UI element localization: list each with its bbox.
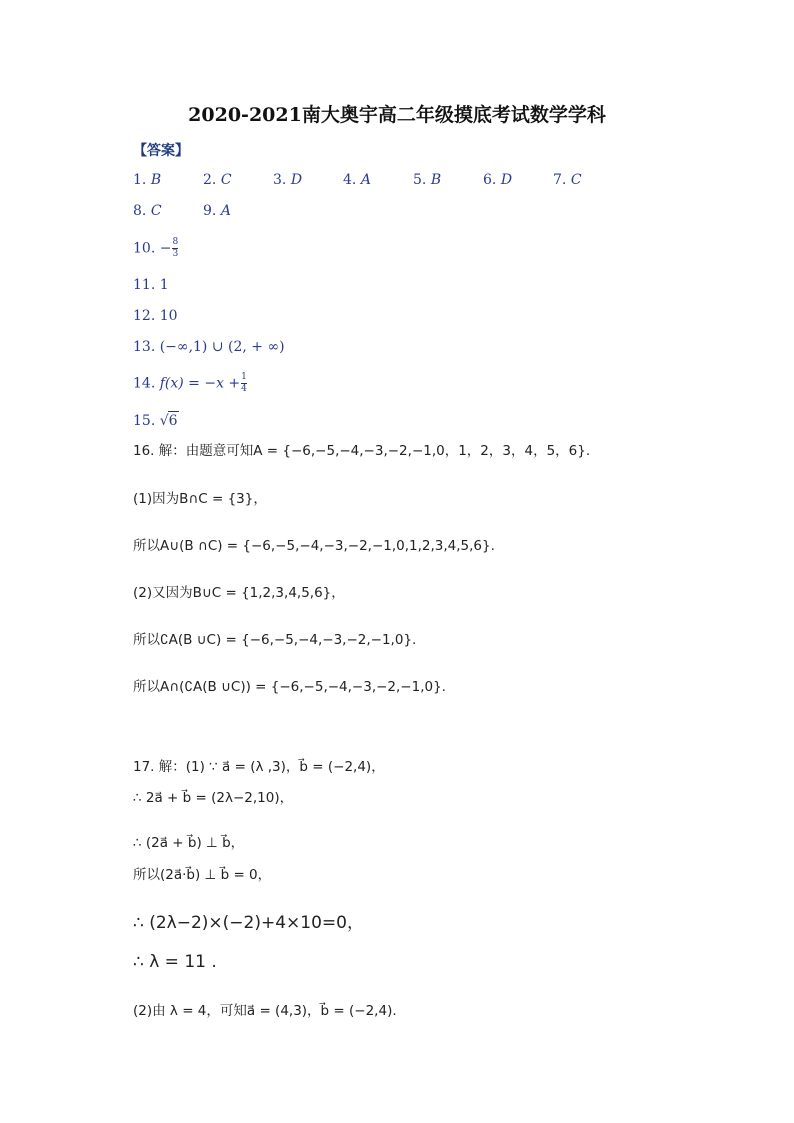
solution-17-line-7: (2)由 λ = 4，可知a⃗ = (4,3)，b⃗ = (−2,4).	[133, 1003, 397, 1019]
solution-16-line-5: 所以∁A(B ∪C) = {−6,−5,−4,−3,−2,−1,0}.	[133, 632, 417, 648]
page-title: 2020-2021南大奥宇高二年级摸底考试数学学科	[188, 104, 606, 126]
solution-17-line-5: ∴ (2λ−2)×(−2)+4×10=0，	[133, 913, 364, 933]
solution-16-line-3: 所以A∪(B ∩C) = {−6,−5,−4,−3,−2,−1,0,1,2,3,4,5,6}.	[133, 538, 495, 554]
answer-11: 11. 1	[133, 277, 169, 293]
mc-answer-1: 1. B	[133, 172, 162, 188]
fraction: $\frac{8}{3}$	[172, 237, 179, 259]
answer-heading: 【答案】	[133, 143, 189, 159]
solution-17-line-1: 17. 解：(1) ∵ a⃗ = (λ ,3)，b⃗ = (−2,4)，	[133, 759, 385, 775]
fraction: $\frac{1}{4}$	[241, 372, 247, 394]
solution-16-line-4: (2)又因为B∪C = {1,2,3,4,5,6}，	[133, 585, 345, 601]
solution-16-line-1: 16. 解：由题意可知A = {−6,−5,−4,−3,−2,−1,0，1，2，3，4，5，6}.	[133, 443, 591, 459]
solution-16-line-6: 所以A∩(∁A(B ∪C)) = {−6,−5,−4,−3,−2,−1,0}.	[133, 679, 446, 695]
solution-17-line-4: 所以(2a⃗·b⃗) ⊥ b⃗ = 0，	[133, 867, 272, 883]
answer-12: 12. 10	[133, 308, 178, 324]
mc-answer-8: 8. C	[133, 203, 162, 219]
answer-10: 10. − $\frac{8}{3}$	[133, 237, 179, 259]
mc-answer-3: 3. D	[273, 172, 303, 188]
mc-answer-5: 5. B	[413, 172, 442, 188]
answer-13: 13. (−∞,1) ∪ (2, + ∞)	[133, 339, 285, 355]
mc-answer-9: 9. A	[203, 203, 231, 219]
mc-answer-2: 2. C	[203, 172, 232, 188]
answer-14: 14. f(x) = −x + $\frac{1}{4}$	[133, 372, 247, 394]
mc-answer-7: 7. C	[553, 172, 582, 188]
mc-answer-6: 6. D	[483, 172, 513, 188]
mc-answer-4: 4. A	[343, 172, 371, 188]
solution-16-line-2: (1)因为B∩C = {3}，	[133, 491, 267, 507]
solution-17-line-2: ∴ 2a⃗ + b⃗ = (2λ−2,10)，	[133, 790, 294, 806]
solution-17-line-6: ∴ λ = 11 .	[133, 952, 217, 972]
answer-15: 15. √6	[133, 413, 178, 429]
solution-17-line-3: ∴ (2a⃗ + b⃗) ⊥ b⃗，	[133, 835, 245, 851]
